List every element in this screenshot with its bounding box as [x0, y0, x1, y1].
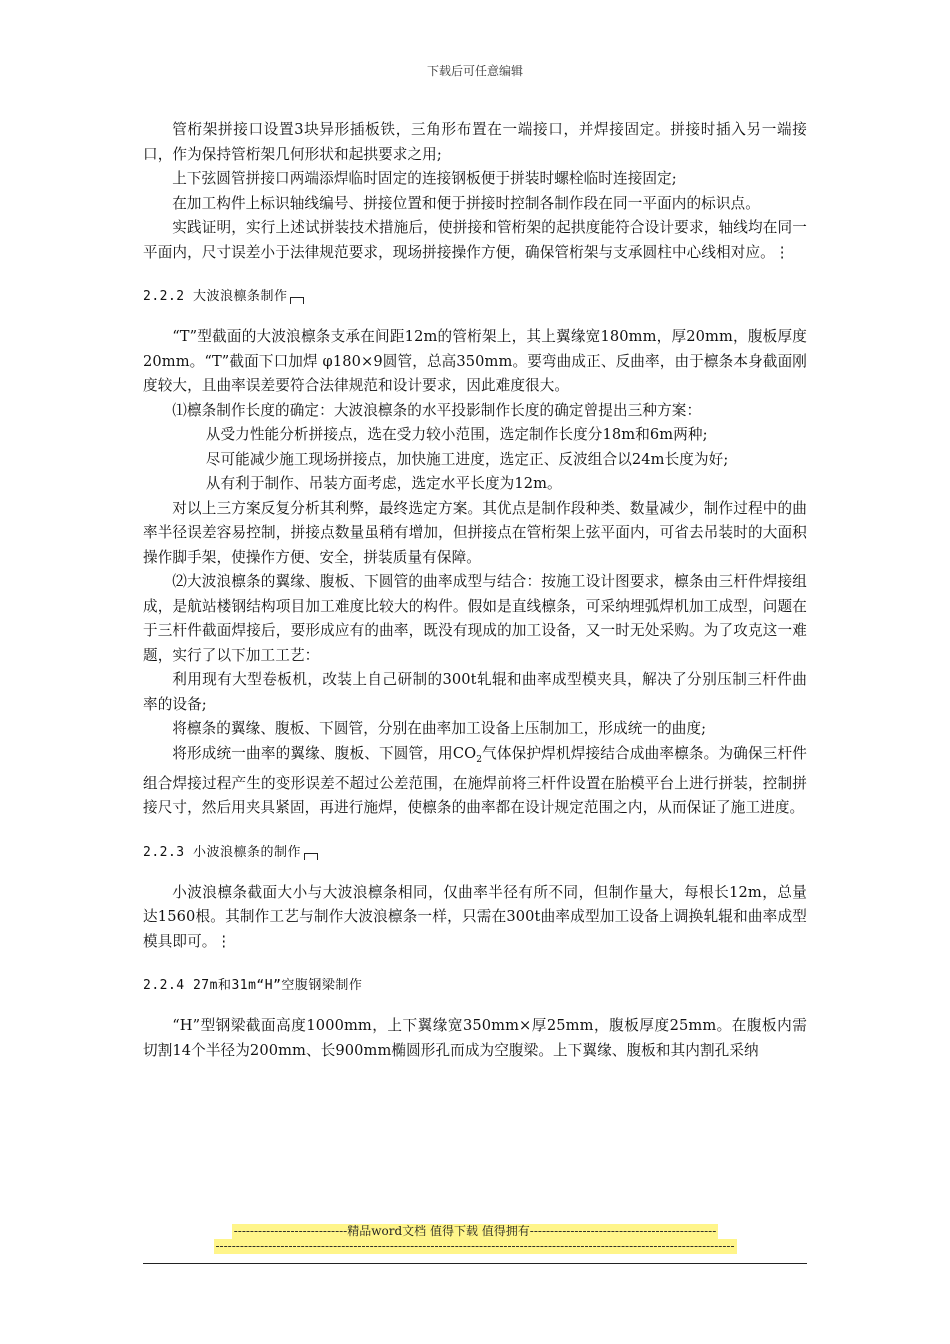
page-header: 下载后可任意编辑	[426, 64, 523, 78]
spacer	[143, 821, 807, 841]
option-item: 从受力性能分析拼接点，选在受力较小范围，选定制作长度分18m和6m两种;	[205, 426, 708, 443]
paragraph: 对以上三方案反复分析其利弊，最终选定方案。其优点是制作段种类、数量减少，制作过程中的曲率半径误差容易控制，拼接点数量虽稍有增加，但拼接点在管桁架上弦平面内，可省去吊装时的大面积操作脚手架，使操作方便、安全，拼装质量有保障。	[143, 499, 807, 566]
section-heading-223: 2.2.3 小波浪檩条的制作	[143, 841, 807, 865]
paragraph: 在加工构件上标识轴线编号、拼接位置和便于拼接时控制各制作段在同一平面内的标识点。	[172, 194, 760, 212]
spacer	[143, 309, 807, 325]
spacer	[143, 265, 807, 285]
section-heading-224: 2.2.4 27m和31m“H”空腹钢梁制作	[143, 978, 363, 994]
paragraph: ⑴檩条制作长度的确定：大波浪檩条的水平投影制作长度的确定曾提出三种方案：	[172, 401, 702, 419]
footer-dashes: --------------------------------------------------------------------------------------------------------------------------------	[215, 1239, 735, 1253]
page-footer	[0, 1224, 950, 1254]
paragraph: ⑵大波浪檩条的翼缘、腹板、下圆管的曲率成型与结合：按施工设计图要求，檩条由三杆件焊接组成，是航站楼钢结构项目加工难度比较大的构件。假如是直线檩条，可采纳埋弧焊机加工成型，问题在于三杆件截面焊接后，要形成应有的曲率，既没有现成的加工设备，又一时无处采购。为了攻克这一难题，实行了以下加工工艺：	[143, 573, 807, 664]
paragraph: 利用现有大型卷板机，改装上自己研制的300t轧辊和曲率成型模夹具，解决了分别压制三杆件曲率的设备;	[143, 671, 807, 713]
paragraph: 将形成统一曲率的翼缘、腹板、下圆管，用$CO_2$气体保护焊机焊接结合成曲率檩条。为确保三杆件组合焊接过程产生的变形误差不超过公差范围，在施焊前将三杆件设置在胎模平台上进行拼装，控制拼接尺寸，然后用夹具紧固，再进行施焊，使檩条的曲率都在设计规定范围之内，从而保证了施工进度。	[143, 744, 807, 817]
paragraph: 小波浪檩条截面大小与大波浪檩条相同，仅曲率半径有所不同，但制作量大，每根长12m，总量达1560根。其制作工艺与制作大波浪檩条一样，只需在300t曲率成型加工设备上调换轧辊和曲率成型模具即可。⋮	[143, 883, 807, 950]
paragraph: “H”型钢梁截面高度1000mm，上下翼缘宽350mm×厚25mm，腹板厚度25mm。在腹板内需切割14个半径为200mm、长900mm椭圆形孔而成为空腹梁。上下翼缘、腹板和其内割孔采纳	[143, 1017, 807, 1059]
option-item: 从有利于制作、吊装方面考虑，选定水平长度为12m。	[205, 475, 562, 492]
spacer	[143, 998, 807, 1014]
layout-mark-icon	[304, 853, 318, 860]
spacer	[143, 954, 807, 974]
paragraph: 管桁架拼接口设置3块异形插板铁，三角形布置在一端接口，并焊接固定。拼接时插入另一端接口，作为保持管桁架几何形状和起拱要求之用;	[143, 121, 807, 163]
layout-mark-icon	[290, 297, 304, 304]
footer-divider	[143, 1263, 807, 1264]
spacer	[143, 865, 807, 881]
paragraph: 实践证明，实行上述试拼装技术措施后，使拼接和管桁架的起拱度能符合设计要求，轴线均在同一平面内，尺寸误差小于法律规范要求，现场拼接操作方便，确保管桁架与支承圆柱中心线相对应。⋮	[143, 219, 807, 261]
paragraph: 上下弦圆管拼接口两端添焊临时固定的连接钢板便于拼装时螺栓临时连接固定;	[172, 170, 677, 187]
section-heading-222: 2.2.2 大波浪檩条制作	[143, 285, 807, 309]
option-item: 尽可能减少施工现场拼接点，加快施工进度，选定正、反波组合以24m长度为好;	[205, 450, 729, 468]
paragraph: “T”型截面的大波浪檩条支承在间距12m的管桁架上，其上翼缘宽180mm，厚20mm，腹板厚度20mm。“T”截面下口加焊 φ180×9圆管，总高350mm。要弯曲成正、反曲率，由于檩条本身截面刚度较大，且曲率误差要符合法律规范和设计要求，因此难度很大。	[143, 328, 807, 394]
footer-banner: ----------------------------精品word文档 值得下载 值得拥有----------------------------------------------	[233, 1224, 717, 1238]
paragraph: 将檩条的翼缘、腹板、下圆管，分别在曲率加工设备上压制加工，形成统一的曲度;	[172, 720, 707, 737]
document-body	[143, 118, 807, 1063]
